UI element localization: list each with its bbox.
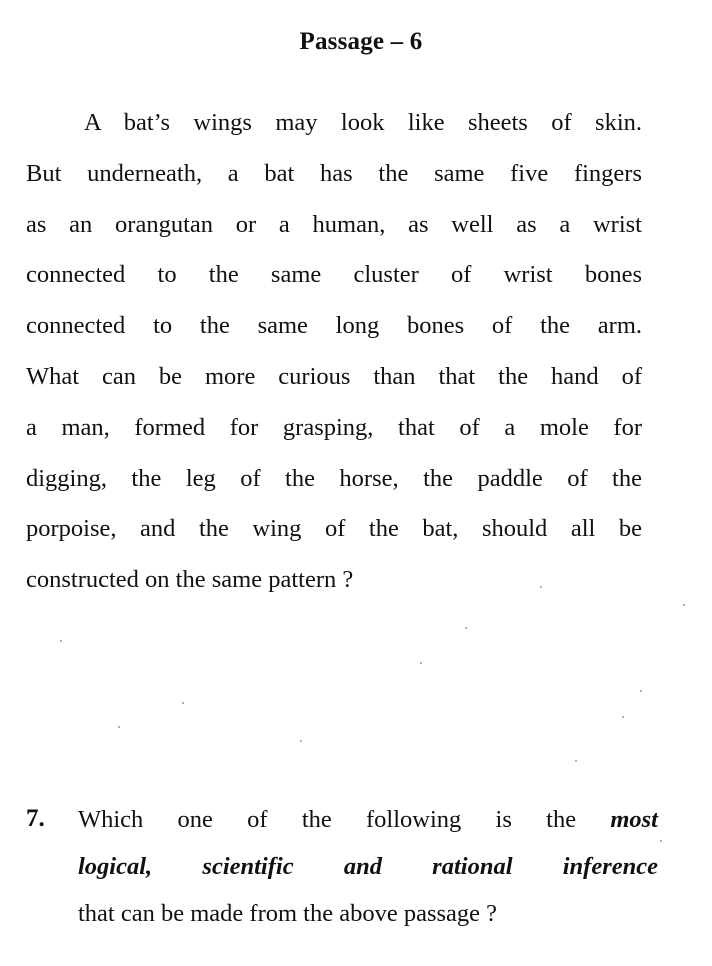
question-number: 7. [26,805,45,832]
passage-line: connected to the same long bones of the arm. [26,312,642,340]
passage-line: What can be more curious than that the hand of [26,362,642,390]
passage-line: as an orangutan or a human, as well as a wrist [26,210,642,238]
passage-body [26,98,642,606]
passage-line: A bat’s wings may look like sheets of skin. [84,109,642,136]
question-line [78,796,658,843]
passage-line: digging, the leg of the horse, the paddle of the [26,464,642,492]
passage-line: porpoise, and the wing of the bat, should all be [26,515,642,543]
passage-paragraph [26,98,642,606]
question-emphasis: logical, scientific and rational inference [78,853,658,880]
question-text [78,796,658,937]
passage-line: But underneath, a bat has the same five fingers [26,159,642,187]
question-text-plain: Which one of the following is the [78,806,611,833]
passage-line: connected to the same cluster of wrist bones [26,261,642,289]
question-line: that can be made from the above passage ? [78,900,498,927]
passage-line: constructed on the same pattern ? [26,566,354,594]
question-emphasis: most [610,806,658,833]
question-line [78,843,658,890]
passage-line: a man, formed for grasping, that of a mole for [26,413,642,441]
passage-title: Passage – 6 [299,28,423,55]
